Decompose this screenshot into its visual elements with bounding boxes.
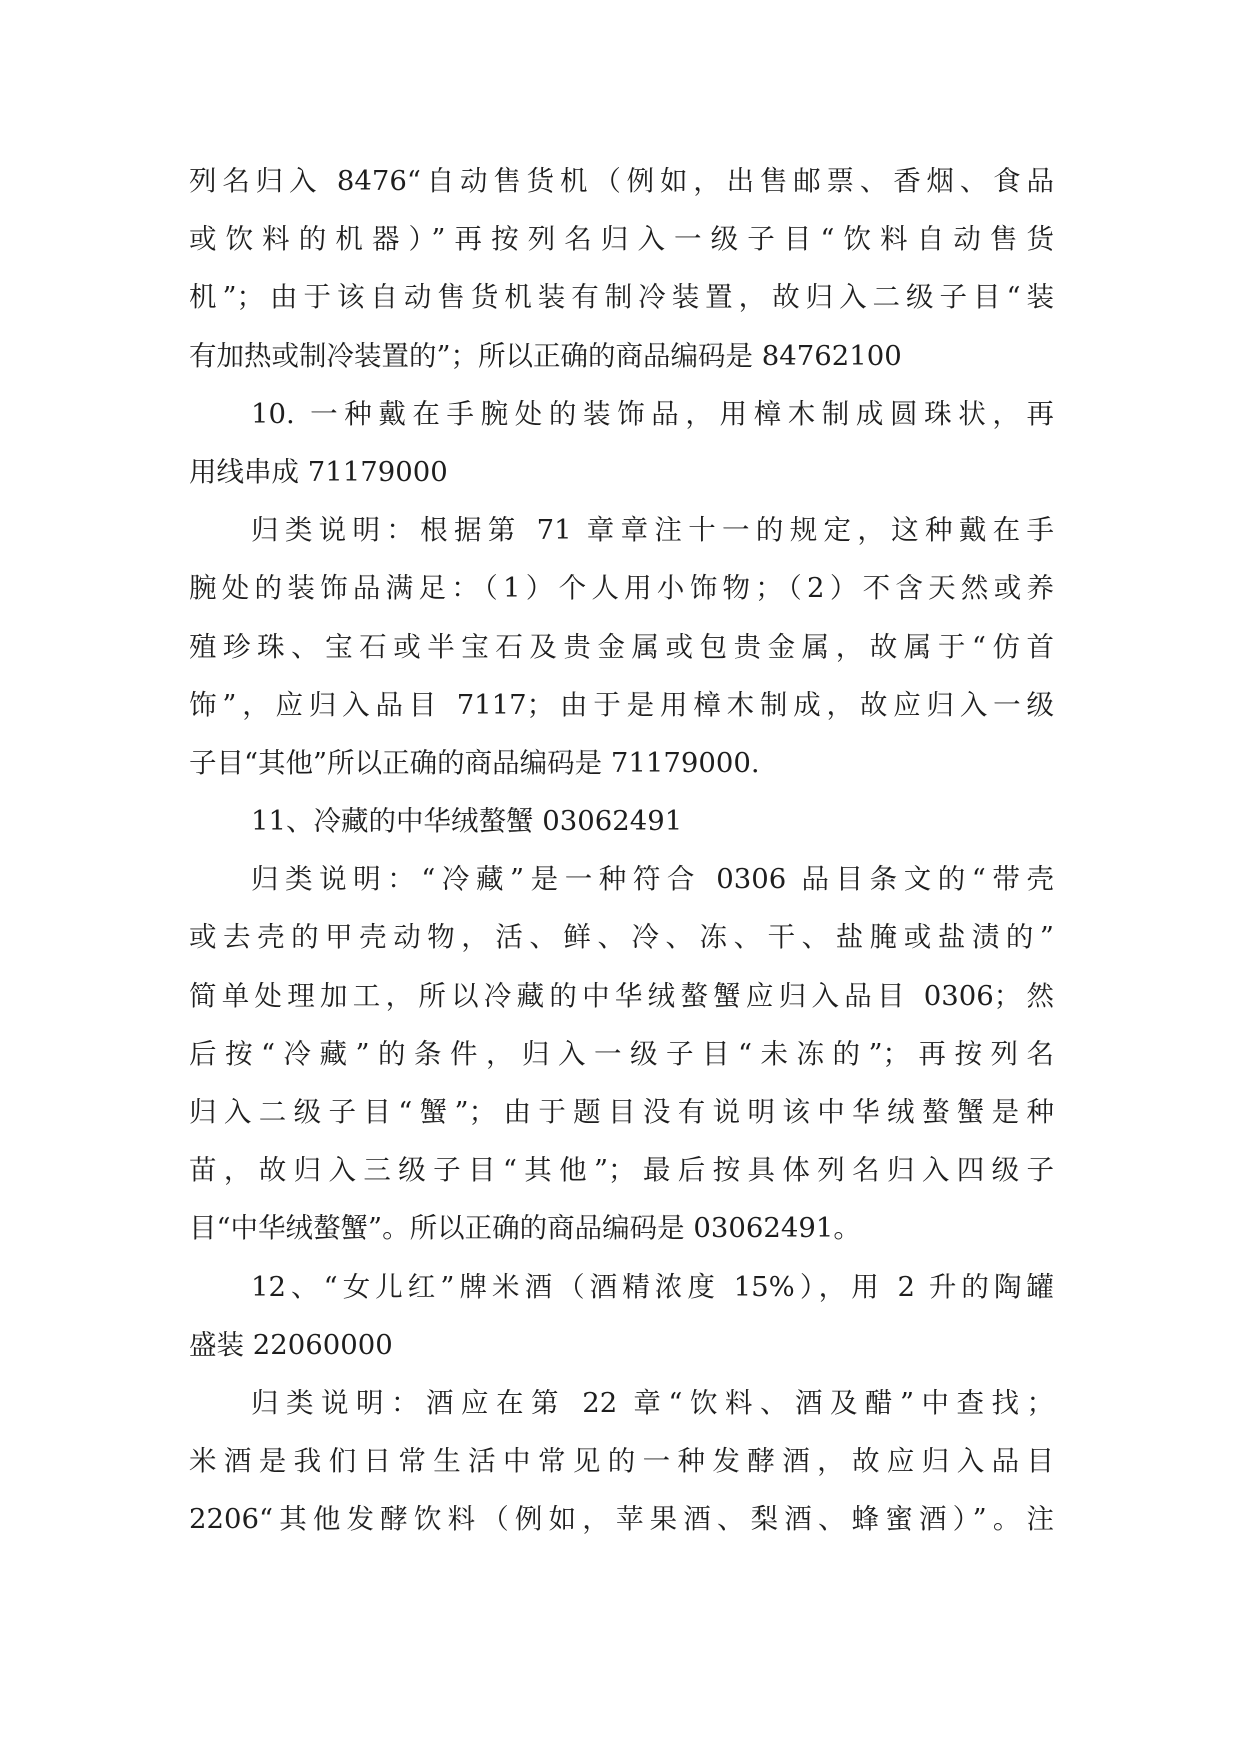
- text-line: 或去壳的甲壳动物，活、鲜、冷、冻、干、盐腌或盐渍的”: [189, 921, 1054, 954]
- item-heading-10: 10. 一种戴在手腕处的装饰品，用樟木制成圆珠状，再: [251, 397, 1054, 430]
- text-line: 有加热或制冷装置的”；所以正确的商品编码是 84762100: [189, 339, 902, 372]
- classification-note-10: 归类说明：根据第 71 章章注十一的规定，这种戴在手: [251, 514, 1054, 547]
- text-line: 饰”，应归入品目 7117；由于是用樟木制成，故应归入一级: [189, 688, 1054, 721]
- text-line: 盛装 22060000: [189, 1328, 393, 1361]
- classification-note-12: 归类说明：酒应在第 22 章“饮料、酒及醋”中查找；: [251, 1386, 1054, 1419]
- text-line: 归入二级子目“蟹”；由于题目没有说明该中华绒螯蟹是种: [189, 1096, 1054, 1128]
- text-line: 列名归入 8476“自动售货机（例如，出售邮票、香烟、食品: [189, 165, 1054, 197]
- text-line: 或饮料的机器）”再按列名归入一级子目“饮料自动售货: [189, 223, 1054, 256]
- text-line: 米酒是我们日常生活中常见的一种发酵酒，故应归入品目: [189, 1445, 1054, 1478]
- text-line: 苗，故归入三级子目“其他”；最后按具体列名归入四级子: [189, 1154, 1054, 1187]
- text-line: 目“中华绒螯蟹”。所以正确的商品编码是 03062491。: [189, 1212, 861, 1245]
- text-line: 后按“冷藏”的条件，归入一级子目“未冻的”；再按列名: [189, 1037, 1054, 1070]
- text-line: 殖珍珠、宝石或半宝石及贵金属或包贵金属，故属于“仿首: [189, 630, 1054, 663]
- text-line: 简单处理加工，所以冷藏的中华绒螯蟹应归入品目 0306；然: [189, 979, 1054, 1012]
- item-heading-12: 12、“女儿红”牌米酒（酒精浓度 15%），用 2 升的陶罐: [251, 1270, 1054, 1303]
- text-line: 腕处的装饰品满足：（1）个人用小饰物；（2）不含天然或养: [189, 572, 1054, 605]
- classification-note-11: 归类说明：“冷藏”是一种符合 0306 品目条文的“带壳: [251, 863, 1054, 896]
- item-heading-11: 11、冷藏的中华绒螯蟹 03062491: [251, 805, 683, 838]
- text-line: 机”；由于该自动售货机装有制冷装置，故归入二级子目“装: [189, 281, 1054, 314]
- text-line: 用线串成 71179000: [189, 455, 448, 488]
- body-text: [189, 152, 1054, 1549]
- text-line: 2206“其他发酵饮料（例如，苹果酒、梨酒、蜂蜜酒）”。注: [189, 1503, 1054, 1536]
- text-line: 子目“其他”所以正确的商品编码是 71179000.: [189, 746, 760, 779]
